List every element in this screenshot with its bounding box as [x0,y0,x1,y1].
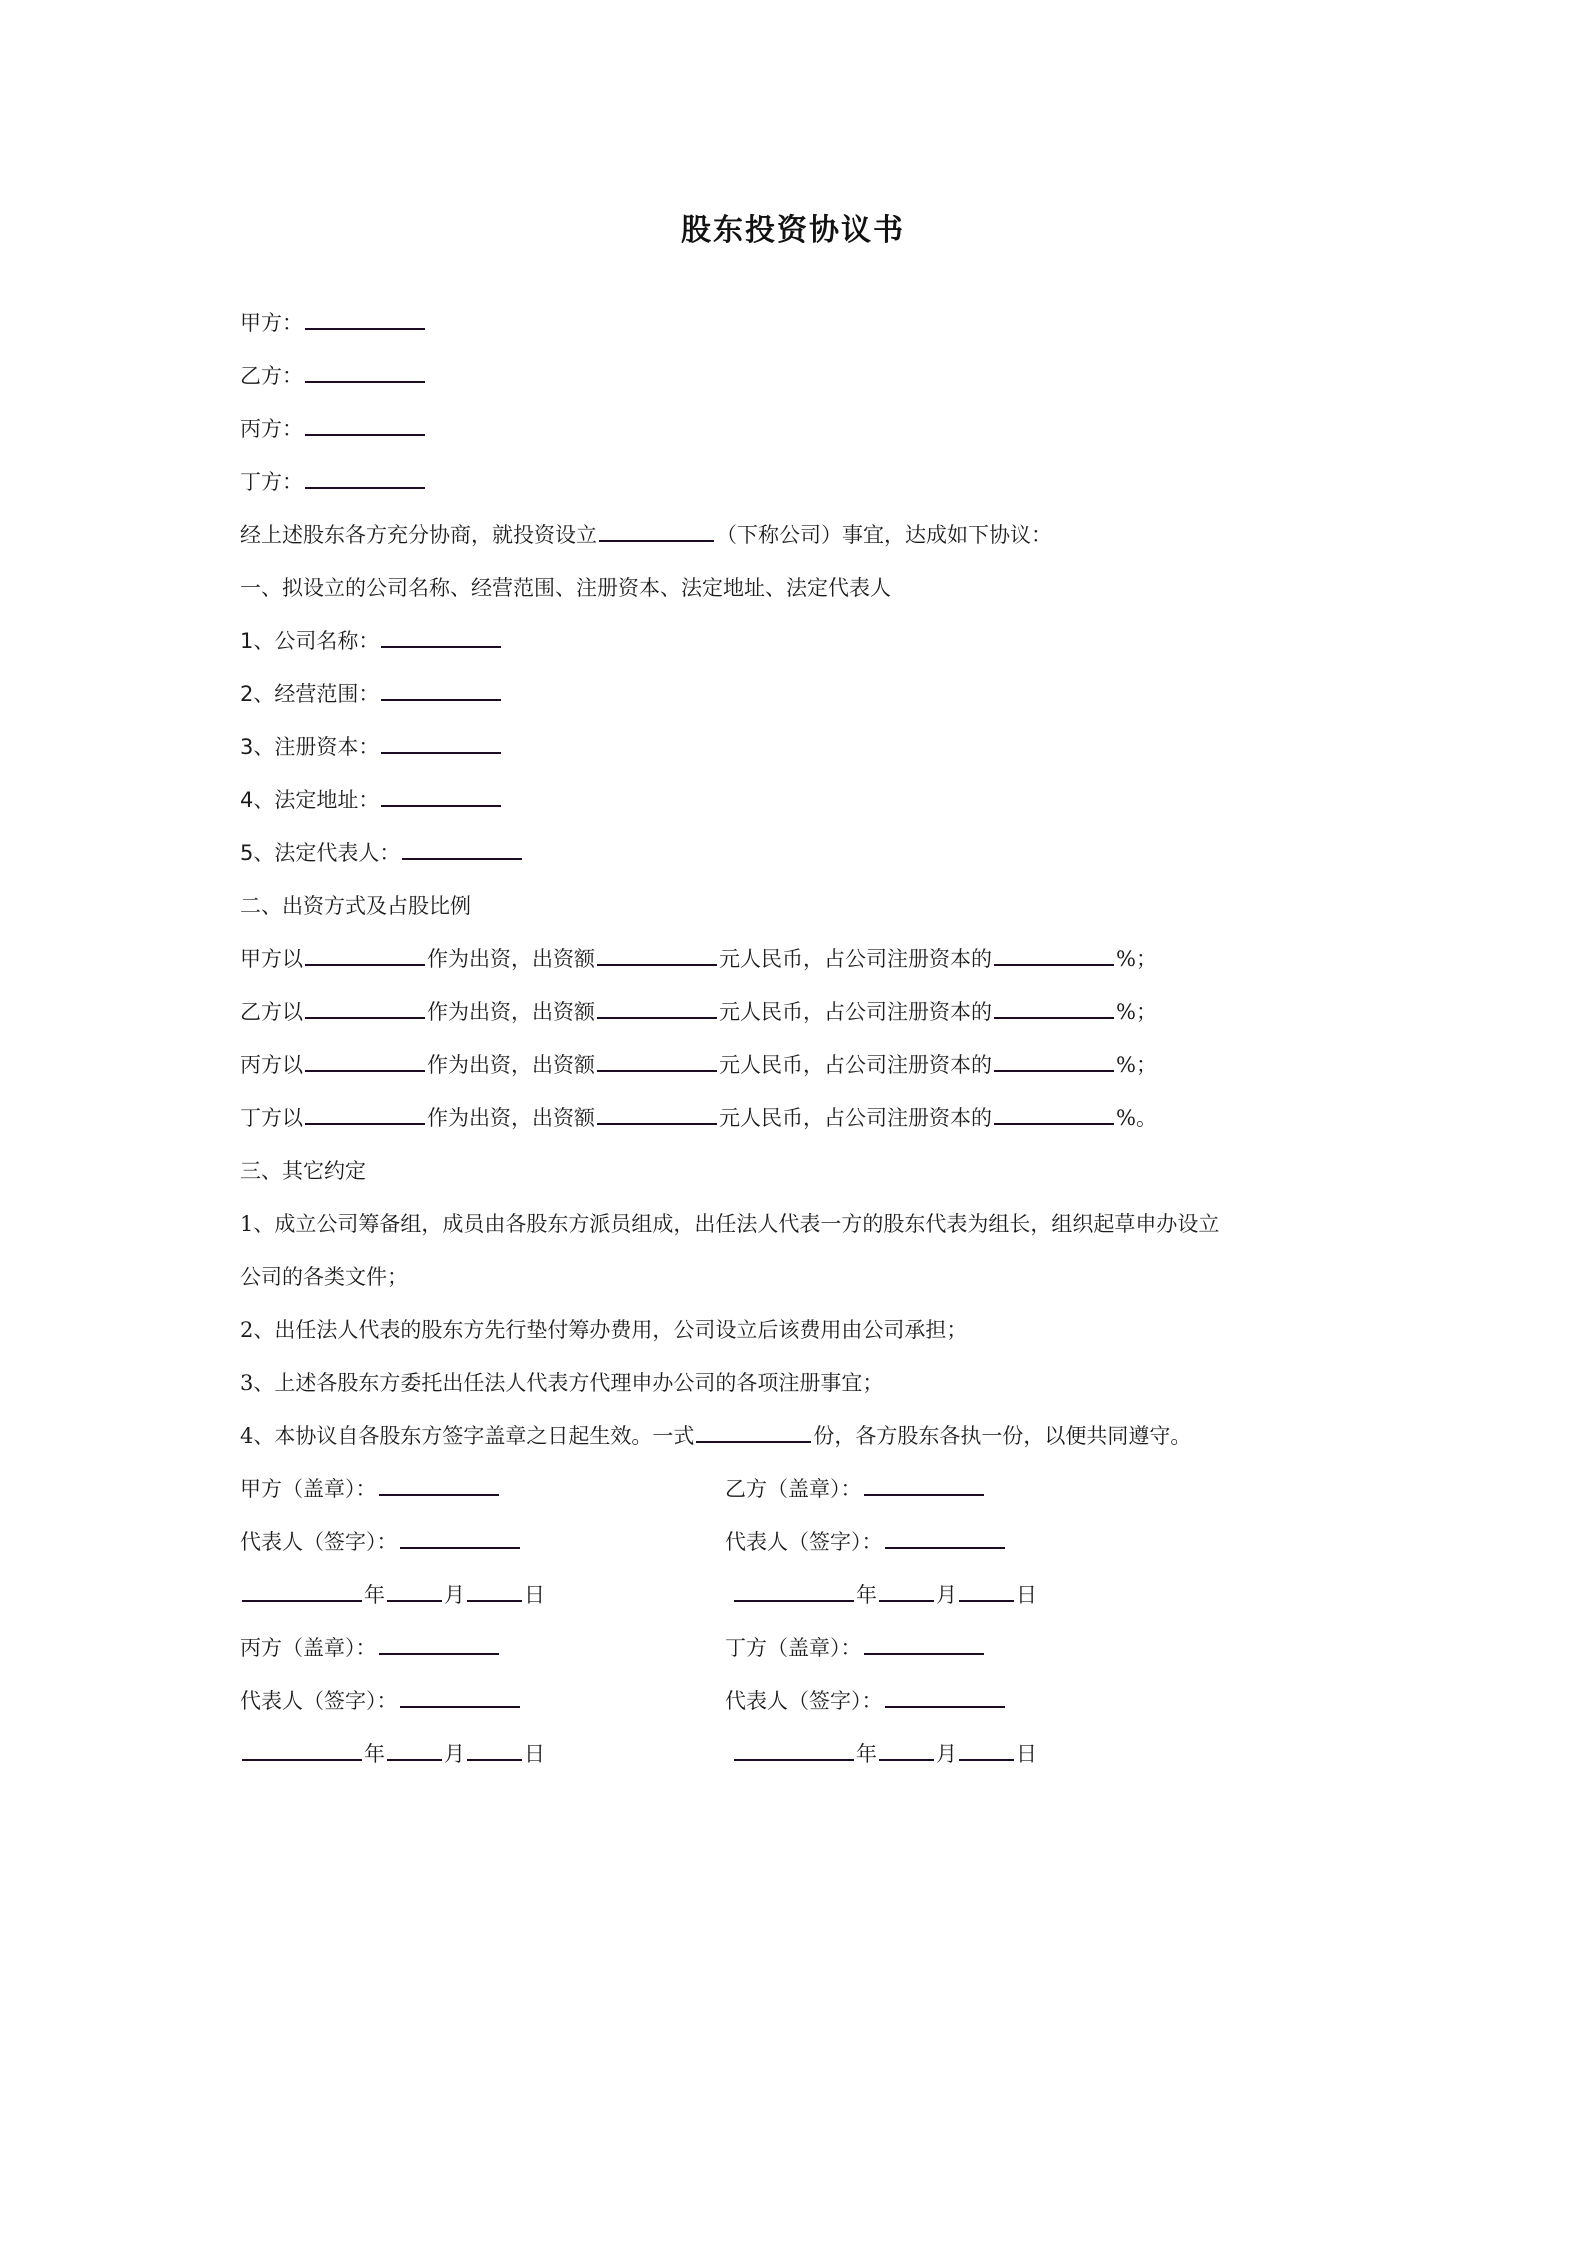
contribution-text: 元人民币，占公司注册资本的 [719,1106,992,1130]
percent-suffix: %。 [1116,1106,1157,1130]
signature-rep-bing [240,1686,522,1716]
contribution-text: 作为出资，出资额 [427,1106,595,1130]
seal-field[interactable] [379,1633,499,1655]
signature-date-yi [732,1580,1037,1610]
contribution-text: 作为出资，出资额 [427,1000,595,1024]
item-label: 、注册资本： [253,735,380,759]
item-text: 4、本协议自各股东方签字盖章之日起生效。一式 [240,1424,695,1448]
signature-date-ding [732,1739,1037,1769]
seal-field[interactable] [864,1474,984,1496]
month-label: 月 [444,1583,465,1607]
party-name-field[interactable] [305,467,425,489]
contribution-type-field[interactable] [305,944,425,966]
signature-date-jia [240,1580,545,1610]
month-label: 月 [444,1742,465,1766]
section-3-item-2: 2、出任法人代表的股东方先行垫付筹办费用，公司设立后该费用由公司承担； [240,1318,968,1342]
copies-count-field[interactable] [696,1421,811,1443]
signature-seal-jia [240,1474,501,1504]
rep-label: 代表人（签字）： [725,1530,883,1554]
document-title: 股东投资协议书 [681,213,905,248]
year-label: 年 [364,1583,385,1607]
party-line-bing [240,414,427,444]
percent-suffix: %； [1116,947,1157,971]
seal-field[interactable] [379,1474,499,1496]
contribution-row [240,1103,1157,1133]
share-percent-field[interactable] [994,1050,1114,1072]
year-field[interactable] [734,1580,854,1602]
item-number: 1 [240,629,254,653]
section-3-item-4 [240,1421,1191,1451]
company-name-input[interactable] [381,626,501,648]
signature-rep-jia [240,1527,522,1557]
section-1-item [240,732,503,762]
business-scope-input[interactable] [381,679,501,701]
seal-label: 丁方（盖章）： [725,1636,862,1660]
section-3-item-1: 1、成立公司筹备组，成员由各股东方派员组成，出任法人代表一方的股东代表为组长，组织起草申办设立 [240,1212,1220,1236]
percent-suffix: %； [1116,1000,1157,1024]
contribution-party: 乙方以 [240,1000,303,1024]
contribution-amount-field[interactable] [597,997,717,1019]
day-field[interactable] [467,1739,522,1761]
contribution-amount-field[interactable] [597,944,717,966]
share-percent-field[interactable] [994,1103,1114,1125]
party-label: 丁方： [240,470,303,494]
rep-signature-field[interactable] [885,1527,1005,1549]
legal-representative-input[interactable] [402,838,522,860]
party-name-field[interactable] [305,308,425,330]
section-3-item-1-cont: 公司的各类文件； [240,1265,408,1289]
section-1-heading: 一、拟设立的公司名称、经营范围、注册资本、法定地址、法定代表人 [240,576,891,600]
contribution-party: 甲方以 [240,947,303,971]
month-field[interactable] [387,1580,442,1602]
contribution-text: 元人民币，占公司注册资本的 [719,1053,992,1077]
signature-rep-yi [725,1527,1007,1557]
registered-capital-input[interactable] [381,732,501,754]
item-number: 5 [240,841,254,865]
section-1-item [240,679,503,709]
seal-label: 甲方（盖章）： [240,1477,377,1501]
day-label: 日 [524,1583,545,1607]
party-line-jia [240,308,427,338]
item-label: 、经营范围： [253,682,380,706]
contribution-amount-field[interactable] [597,1103,717,1125]
share-percent-field[interactable] [994,997,1114,1019]
rep-signature-field[interactable] [400,1527,520,1549]
item-label: 、法定代表人： [253,841,401,865]
year-field[interactable] [734,1739,854,1761]
item-number: 2 [240,682,254,706]
item-label: 、法定地址： [253,788,380,812]
company-name-field[interactable] [599,520,714,542]
signature-rep-ding [725,1686,1007,1716]
year-label: 年 [364,1742,385,1766]
party-line-yi [240,361,427,391]
item-number: 4 [240,788,254,812]
party-label: 乙方： [240,364,303,388]
rep-label: 代表人（签字）： [725,1689,883,1713]
seal-label: 丙方（盖章）： [240,1636,377,1660]
legal-address-input[interactable] [381,785,501,807]
contribution-type-field[interactable] [305,1103,425,1125]
contribution-text: 元人民币，占公司注册资本的 [719,947,992,971]
rep-signature-field[interactable] [885,1686,1005,1708]
party-label: 丙方： [240,417,303,441]
section-1-item [240,626,503,656]
contribution-amount-field[interactable] [597,1050,717,1072]
section-3-item-3: 3、上述各股东方委托出任法人代表方代理申办公司的各项注册事宜； [240,1371,884,1395]
month-label: 月 [936,1742,957,1766]
party-name-field[interactable] [305,361,425,383]
party-label: 甲方： [240,311,303,335]
preamble-text: 经上述股东各方充分协商，就投资设立 [240,523,597,547]
section-3-heading: 三、其它约定 [240,1159,366,1183]
month-field[interactable] [387,1739,442,1761]
item-number: 3 [240,735,254,759]
party-line-ding [240,467,427,497]
section-1-item [240,785,503,815]
month-label: 月 [936,1583,957,1607]
month-field[interactable] [879,1580,934,1602]
day-field[interactable] [959,1739,1014,1761]
day-label: 日 [1016,1742,1037,1766]
contribution-text: 作为出资，出资额 [427,947,595,971]
percent-suffix: %； [1116,1053,1157,1077]
item-text: 份，各方股东各执一份，以便共同遵守。 [813,1424,1192,1448]
contribution-type-field[interactable] [305,997,425,1019]
contribution-type-field[interactable] [305,1050,425,1072]
rep-label: 代表人（签字）： [240,1689,398,1713]
preamble [240,520,1052,550]
rep-label: 代表人（签字）： [240,1530,398,1554]
contribution-party: 丙方以 [240,1053,303,1077]
preamble-text: （下称公司）事宜，达成如下协议： [716,523,1052,547]
contribution-row [240,1050,1157,1080]
section-2-heading: 二、出资方式及占股比例 [240,894,471,918]
signature-date-bing [240,1739,545,1769]
day-label: 日 [524,1742,545,1766]
day-field[interactable] [959,1580,1014,1602]
share-percent-field[interactable] [994,944,1114,966]
party-name-field[interactable] [305,414,425,436]
contribution-row [240,997,1157,1027]
contribution-party: 丁方以 [240,1106,303,1130]
rep-signature-field[interactable] [400,1686,520,1708]
month-field[interactable] [879,1739,934,1761]
year-field[interactable] [242,1580,362,1602]
contribution-text: 元人民币，占公司注册资本的 [719,1000,992,1024]
signature-seal-bing [240,1633,501,1663]
item-label: 、公司名称： [253,629,380,653]
contribution-row [240,944,1157,974]
year-label: 年 [856,1583,877,1607]
signature-seal-yi [725,1474,986,1504]
day-field[interactable] [467,1580,522,1602]
section-1-item [240,838,524,868]
day-label: 日 [1016,1583,1037,1607]
year-label: 年 [856,1742,877,1766]
seal-label: 乙方（盖章）： [725,1477,862,1501]
contribution-text: 作为出资，出资额 [427,1053,595,1077]
seal-field[interactable] [864,1633,984,1655]
signature-seal-ding [725,1633,986,1663]
year-field[interactable] [242,1739,362,1761]
